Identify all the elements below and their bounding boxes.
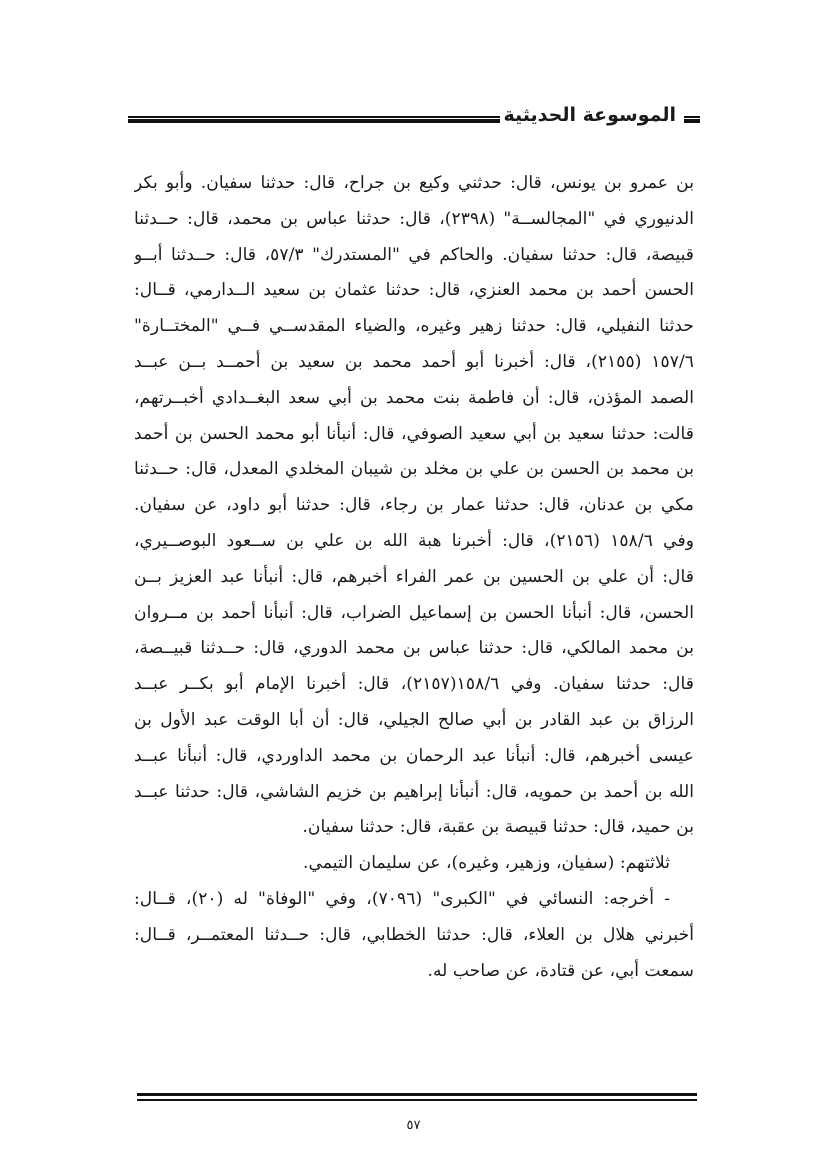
text-line: مكي بن عدنان، قال: حدثنا عمار بن رجاء، قال: حدثنا أبو داود، عن سفيان. <box>134 495 694 516</box>
text-line: بن حميد، قال: حدثنا قبيصة بن عقبة، قال: حدثنا سفيان. <box>302 817 694 838</box>
body-text <box>134 166 694 989</box>
text-line: الدنيوري في "المجالســة" (٢٣٩٨)، قال: حدثنا عباس بن محمد، قال: حــدثنا <box>134 208 694 229</box>
text-line: ١٥٧/٦ (٢١٥٥)، قال: أخبرنا أبو أحمد محمد بن سعيد بن أحمــد بــن عبــد <box>134 351 694 372</box>
text-line: - أخرجه: النسائي في "الكبرى" (٧٠٩٦)، وفي "الوفاة" له (٢٠)، قــال: <box>134 888 670 909</box>
page-number: ٥٧ <box>406 1118 421 1133</box>
footer-rule <box>137 1093 697 1101</box>
text-line: بن عمرو بن يونس، قال: حدثني وكيع بن جراح، قال: حدثنا سفيان. وأبو بكر <box>134 173 694 193</box>
header-rule-left <box>128 116 508 123</box>
text-line: الحسن أحمد بن محمد العنزي، قال: حدثنا عثمان بن سعيد الــدارمي، قــال: <box>134 280 694 301</box>
text-line: وفي ١٥٨/٦ (٢١٥٦)، قال: أخبرنا هبة الله بن علي بن ســعود البوصــيري، <box>134 530 694 551</box>
text-line: قال: حدثنا سفيان. وفي ١٥٨/٦(٢١٥٧)، قال: أخبرنا الإمام أبو بكــر عبــد <box>134 674 694 695</box>
text-line: قبيصة، قال: حدثنا سفيان. والحاكم في "المستدرك" ٥٧/٣، قال: حــدثنا أبــو <box>134 244 694 265</box>
text-line: قالت: حدثنا سعيد بن أبي سعيد الصوفي، قال: أنبأنا أبو محمد الحسن بن أحمد <box>134 423 694 444</box>
text-line: بن محمد المالكي، قال: حدثنا عباس بن محمد الدوري، قال: حــدثنا قبيــصة، <box>134 638 694 659</box>
text-line: الله بن أحمد بن حمويه، قال: أنبأنا إبراهيم بن خزيم الشاشي، قال: حدثنا عبــد <box>134 781 694 802</box>
running-header <box>128 104 700 137</box>
text-line: الحسن، قال: أنبأنا الحسن بن إسماعيل الضراب، قال: أنبأنا أحمد بن مــروان <box>134 602 694 623</box>
text-line: قال: أن علي بن الحسين بن عمر الفراء أخبرهم، قال: أنبأنا عبد العزيز بــن <box>134 566 694 587</box>
text-line: أخبرني هلال بن العلاء، قال: حدثنا الخطابي، قال: حــدثنا المعتمــر، قــال: <box>134 924 694 945</box>
text-line: حدثنا النفيلي، قال: حدثنا زهير وغيره، والضياء المقدســي فــي "المختــارة" <box>134 316 694 337</box>
text-line: الرزاق بن عبد القادر بن أبي صالح الجيلي، قال: أن أبا الوقت عبد الأول بن <box>134 709 694 730</box>
text-line: بن محمد بن الحسن بن علي بن مخلد بن شيبان المخلدي المعدل، قال: حــدثنا <box>134 459 694 480</box>
header-title: الموسوعة الحديثية <box>500 104 683 126</box>
header-rule-right <box>684 116 700 123</box>
text-line: ثلاثتهم: (سفيان، وزهير، وغيره)، عن سليمان التيمي. <box>303 853 670 874</box>
text-line: الصمد المؤذن، قال: أن فاطمة بنت محمد بن أبي سعد البغــدادي أخبــرتهم، <box>134 387 694 408</box>
text-line: سمعت أبي، عن قتادة، عن صاحب له. <box>427 960 694 981</box>
text-line: عيسى أخبرهم، قال: أنبأنا عبد الرحمان بن محمد الداوردي، قال: أنبأنا عبــد <box>134 745 694 766</box>
